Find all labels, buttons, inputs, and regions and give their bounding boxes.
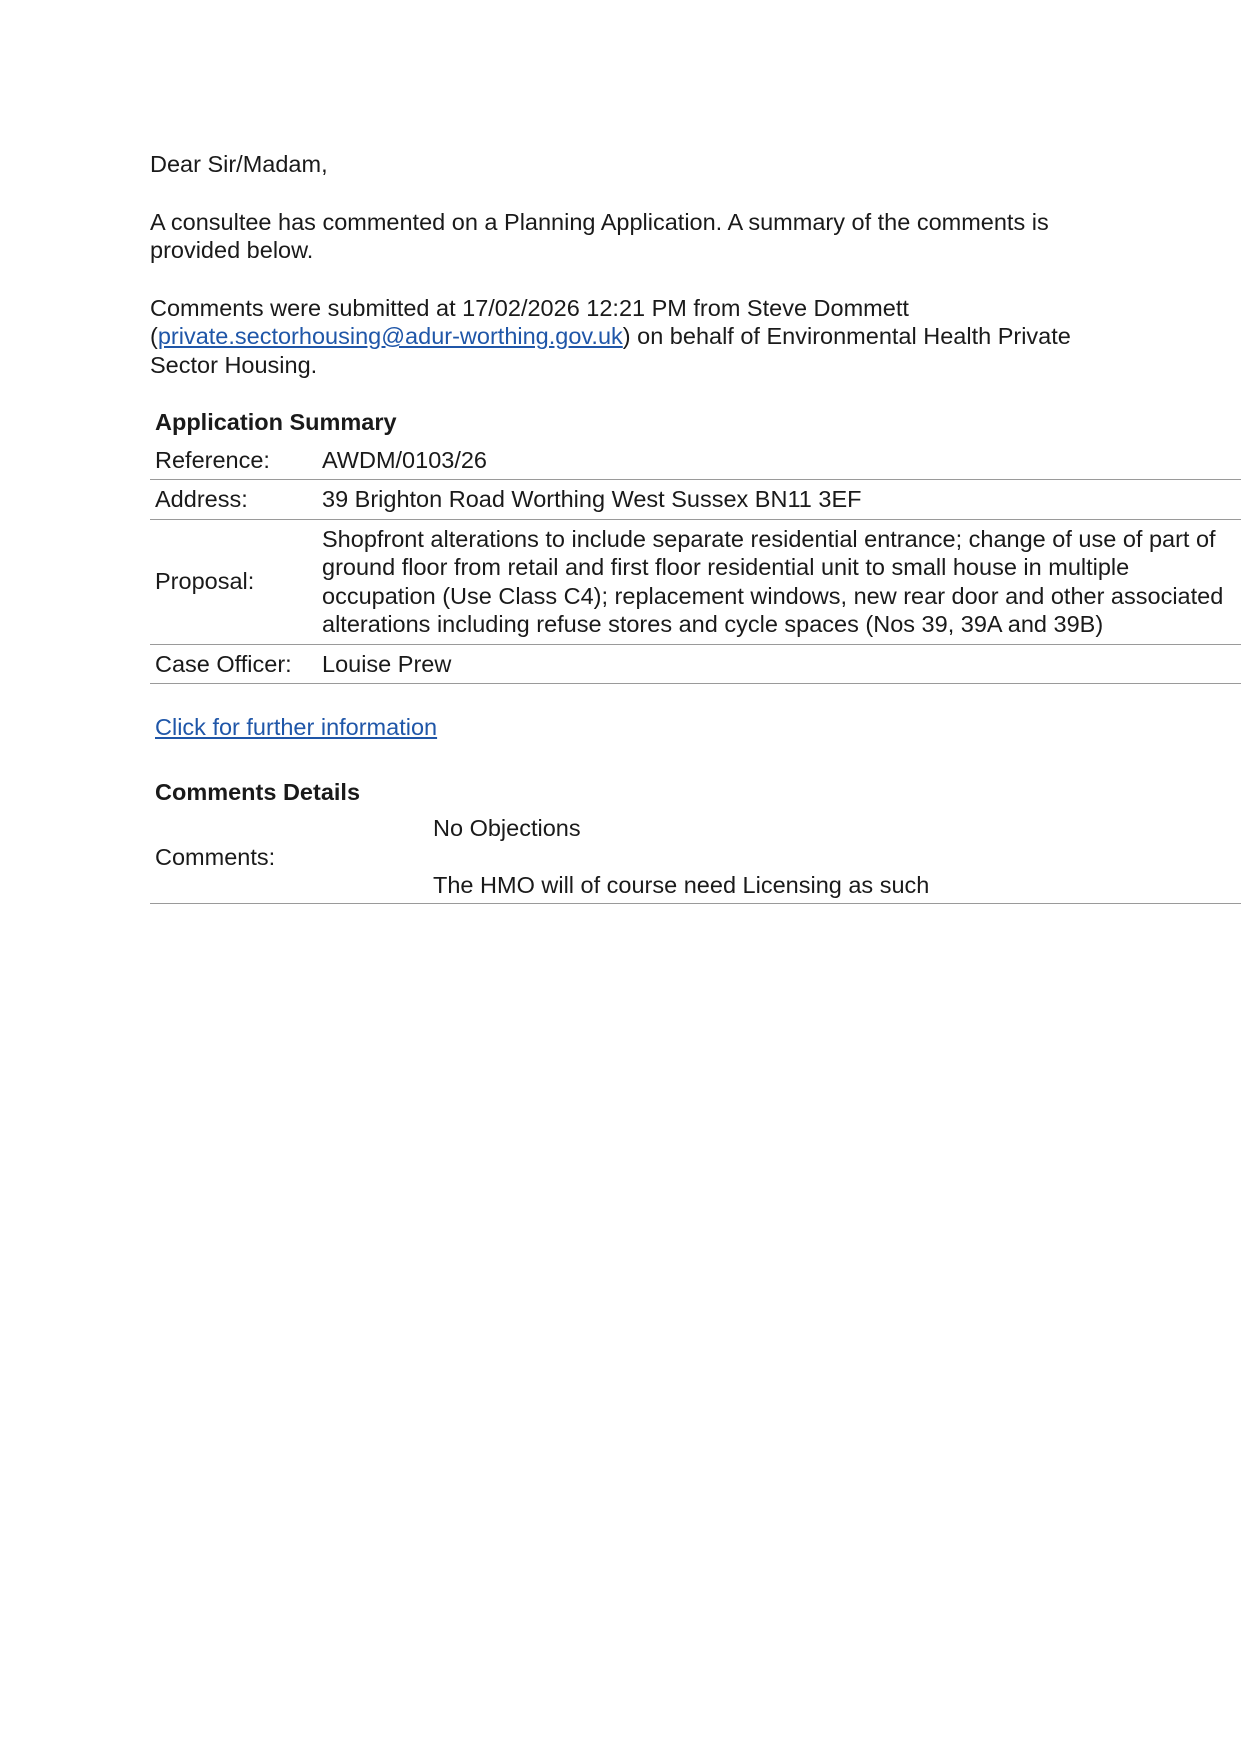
application-summary-table <box>150 443 1241 685</box>
comment-spacer <box>433 842 1240 871</box>
letter-body <box>150 150 1241 904</box>
comments-label: Comments: <box>150 813 432 904</box>
comments-details-title: Comments Details <box>155 779 361 805</box>
summary-row-reference <box>150 443 1241 480</box>
address-value: 39 Brighton Road Worthing West Sussex BN11 3EF <box>317 480 1241 520</box>
greeting: Dear Sir/Madam, <box>150 151 328 177</box>
summary-row-proposal <box>150 519 1241 644</box>
comment-line-2: The HMO will of course need Licensing as such <box>433 872 930 898</box>
submission-paragraph <box>150 294 1110 380</box>
comments-details-table <box>150 813 1241 904</box>
submission-prefix: Comments were submitted at 17/02/2026 12:21 PM from Steve Dommett ( <box>150 294 909 349</box>
case-officer-value: Louise Prew <box>317 644 1241 684</box>
proposal-label: Proposal: <box>150 519 317 644</box>
intro-paragraph: A consultee has commented on a Planning Application. A summary of the comments is provided below. <box>150 208 1049 263</box>
comments-row <box>150 813 1241 904</box>
further-info-link[interactable]: Click for further information <box>155 714 438 740</box>
application-summary-title: Application Summary <box>155 409 397 435</box>
address-label: Address: <box>150 480 317 520</box>
summary-row-case-officer <box>150 644 1241 684</box>
further-info-row <box>155 713 1241 752</box>
consultee-email-link[interactable]: private.sectorhousing@adur-worthing.gov.uk <box>157 323 623 349</box>
case-officer-label: Case Officer: <box>150 644 317 684</box>
reference-value: AWDM/0103/26 <box>317 443 1241 480</box>
comments-value <box>432 813 1241 904</box>
submission-suffix: ) on behalf of Environmental Health Private Sector Housing. <box>150 323 1071 378</box>
reference-label: Reference: <box>150 443 317 480</box>
proposal-value: Shopfront alterations to include separate residential entrance; change of use of part of ground floor from retail and first floor residential unit to small house in multiple occupation (Use Class C4); replacement windows, new rear door and other associated alterations including refuse stores and cycle spaces (Nos 39, 39A and 39B) <box>317 519 1241 644</box>
comment-line-1: No Objections <box>433 814 581 841</box>
summary-row-address <box>150 480 1241 520</box>
